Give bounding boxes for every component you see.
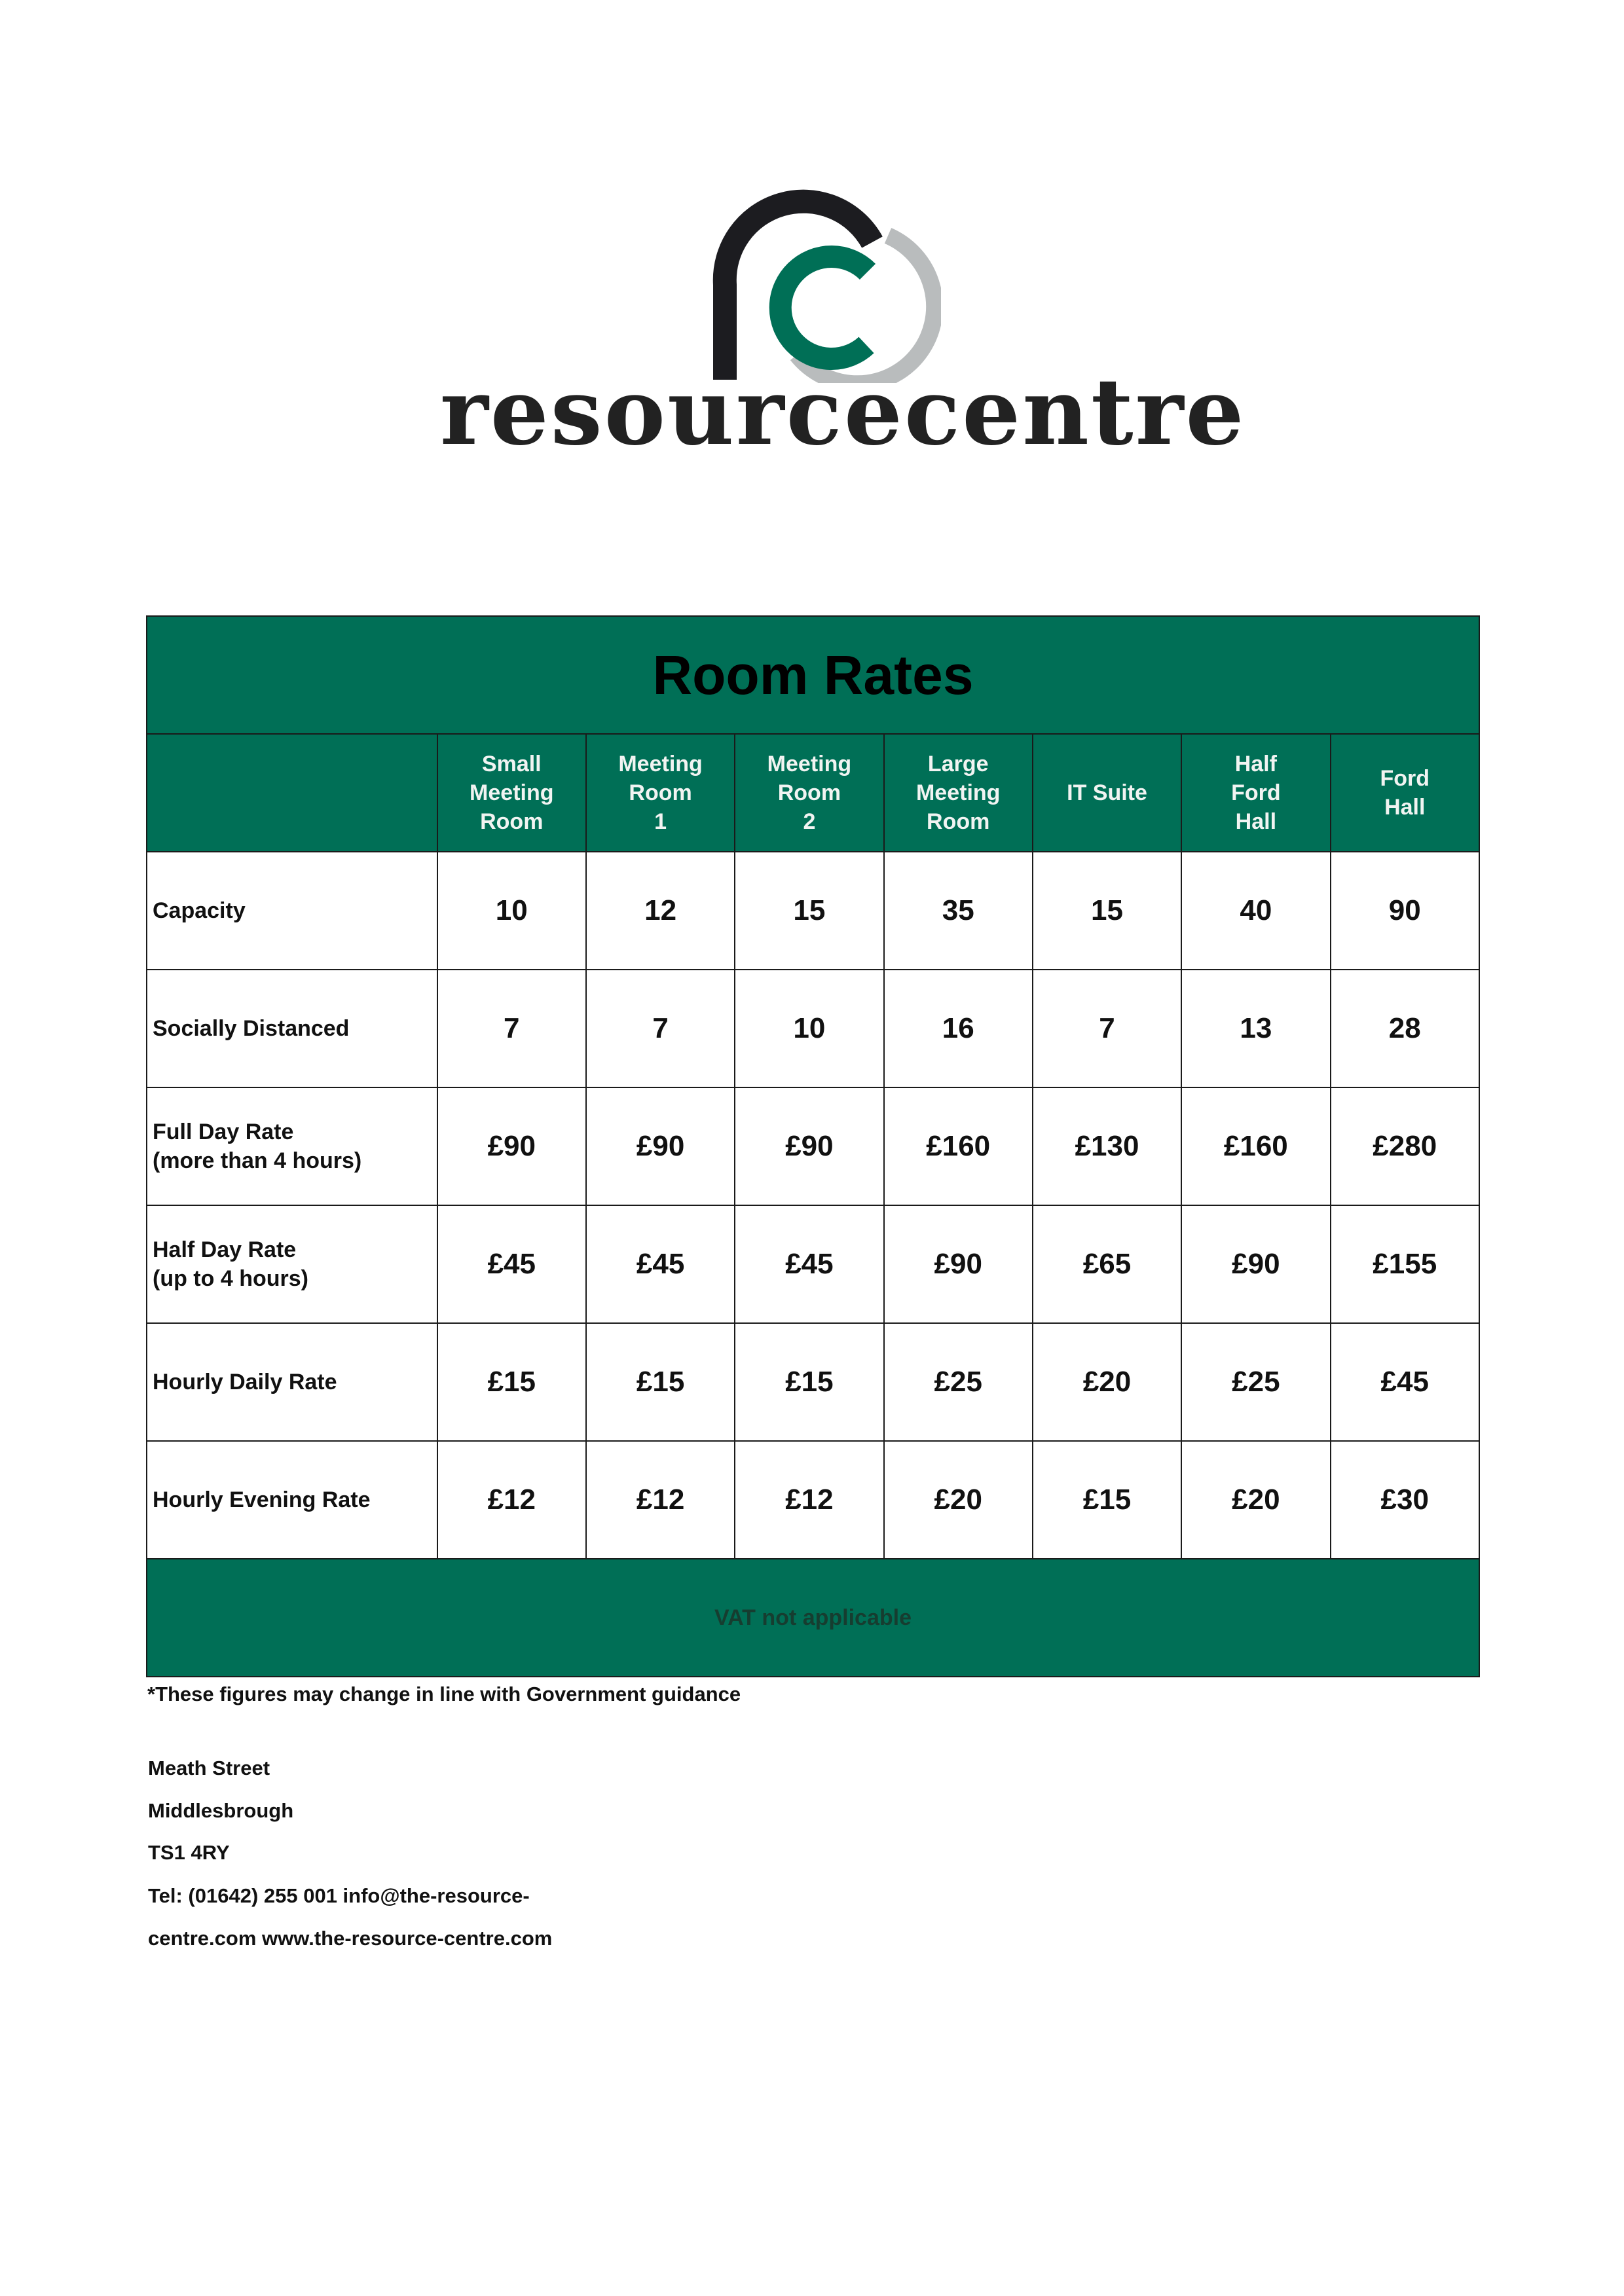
table-title: Room Rates bbox=[147, 616, 1479, 734]
table-cell: £12 bbox=[735, 1441, 883, 1559]
column-header-line: Large bbox=[927, 752, 989, 776]
table-cell: 90 bbox=[1331, 852, 1480, 970]
table-cell: 15 bbox=[1033, 852, 1181, 970]
row-label-line: Capacity bbox=[153, 898, 246, 923]
table-row bbox=[147, 970, 1479, 1087]
column-header-line: Room bbox=[629, 780, 692, 805]
table-row bbox=[147, 852, 1479, 970]
table-cell: £25 bbox=[1181, 1323, 1330, 1441]
table-cell: 10 bbox=[437, 852, 586, 970]
table-cell: 7 bbox=[586, 970, 735, 1087]
column-header-line: Room bbox=[927, 809, 990, 834]
row-label-line: Half Day Rate bbox=[153, 1237, 297, 1262]
table-cell: £45 bbox=[735, 1205, 883, 1323]
column-header-line: IT Suite bbox=[1067, 780, 1147, 805]
column-header-line: Room bbox=[480, 809, 544, 834]
table-cell: 35 bbox=[884, 852, 1033, 970]
address-line: centre.com www.the-resource-centre.com bbox=[148, 1927, 553, 1950]
row-label-line: Full Day Rate bbox=[153, 1120, 294, 1144]
row-label bbox=[147, 1087, 437, 1205]
column-header bbox=[735, 734, 883, 852]
row-label bbox=[147, 1323, 437, 1441]
column-header-line: Hall bbox=[1384, 795, 1426, 820]
address-line: Middlesbrough bbox=[148, 1799, 294, 1822]
table-cell: 16 bbox=[884, 970, 1033, 1087]
table-cell: £30 bbox=[1331, 1441, 1480, 1559]
address-line: Meath Street bbox=[148, 1757, 270, 1779]
table-cell: £90 bbox=[884, 1205, 1033, 1323]
table-cell: £45 bbox=[437, 1205, 586, 1323]
table-row bbox=[147, 1087, 1479, 1205]
table-cell: £65 bbox=[1033, 1205, 1181, 1323]
row-label bbox=[147, 1205, 437, 1323]
logo-wordmark: resourcecentre bbox=[440, 359, 1246, 466]
table-cell: £12 bbox=[586, 1441, 735, 1559]
table-cell: £25 bbox=[884, 1323, 1033, 1441]
table-cell: £15 bbox=[586, 1323, 735, 1441]
table-row bbox=[147, 1441, 1479, 1559]
table-row bbox=[147, 1205, 1479, 1323]
table-cell: £45 bbox=[1331, 1323, 1480, 1441]
row-label-line: Socially Distanced bbox=[153, 1016, 350, 1041]
table-cell: 40 bbox=[1181, 852, 1330, 970]
table-title-row bbox=[147, 616, 1479, 734]
logo bbox=[440, 177, 1246, 478]
column-header-line: Ford bbox=[1380, 766, 1430, 791]
table-cell: 7 bbox=[1033, 970, 1181, 1087]
table-cell: £90 bbox=[586, 1087, 735, 1205]
column-header bbox=[884, 734, 1033, 852]
address-line: TS1 4RY bbox=[148, 1841, 230, 1864]
column-header-line: Meeting bbox=[767, 752, 852, 776]
table-cell: £160 bbox=[884, 1087, 1033, 1205]
row-label-line: Hourly Daily Rate bbox=[153, 1370, 337, 1394]
table-cell: 7 bbox=[437, 970, 586, 1087]
table-cell: £90 bbox=[437, 1087, 586, 1205]
column-header-line: 2 bbox=[803, 809, 816, 834]
row-label bbox=[147, 1441, 437, 1559]
column-header bbox=[1331, 734, 1480, 852]
table-cell: £12 bbox=[437, 1441, 586, 1559]
room-rates-table bbox=[146, 615, 1480, 1677]
row-label bbox=[147, 852, 437, 970]
table-cell: £160 bbox=[1181, 1087, 1330, 1205]
table-cell: 13 bbox=[1181, 970, 1330, 1087]
table-cell: £15 bbox=[735, 1323, 883, 1441]
column-header-line: Hall bbox=[1235, 809, 1277, 834]
column-header-line: Meeting bbox=[470, 780, 554, 805]
table-cell: 12 bbox=[586, 852, 735, 970]
table-cell: £20 bbox=[884, 1441, 1033, 1559]
row-label-line: (up to 4 hours) bbox=[153, 1266, 308, 1291]
column-header bbox=[1181, 734, 1330, 852]
column-header bbox=[1033, 734, 1181, 852]
row-label-line: (more than 4 hours) bbox=[153, 1148, 362, 1173]
table-cell: £15 bbox=[437, 1323, 586, 1441]
table-cell: 28 bbox=[1331, 970, 1480, 1087]
table-cell: £20 bbox=[1181, 1441, 1330, 1559]
table-footer-row bbox=[147, 1559, 1479, 1677]
table-cell: 10 bbox=[735, 970, 883, 1087]
table-cell: £20 bbox=[1033, 1323, 1181, 1441]
table-cell: £280 bbox=[1331, 1087, 1480, 1205]
column-header-line: Small bbox=[481, 752, 542, 776]
table-cell: £90 bbox=[1181, 1205, 1330, 1323]
table-header-row bbox=[147, 734, 1479, 852]
column-header-line: 1 bbox=[654, 809, 667, 834]
table-cell: 15 bbox=[735, 852, 883, 970]
column-header-line: Room bbox=[777, 780, 841, 805]
column-header-line: Meeting bbox=[618, 752, 703, 776]
table-cell: £90 bbox=[735, 1087, 883, 1205]
table-cell: £155 bbox=[1331, 1205, 1480, 1323]
vat-note: VAT not applicable bbox=[147, 1559, 1479, 1677]
guidance-note: *These figures may change in line with Government guidance bbox=[147, 1683, 741, 1705]
column-header-line: Ford bbox=[1231, 780, 1281, 805]
table-row bbox=[147, 1323, 1479, 1441]
row-label-line: Hourly Evening Rate bbox=[153, 1487, 371, 1512]
address-line: Tel: (01642) 255 001 info@the-resource- bbox=[148, 1884, 530, 1907]
header-corner-cell bbox=[147, 734, 437, 852]
table-cell: £130 bbox=[1033, 1087, 1181, 1205]
column-header-line: Meeting bbox=[915, 780, 1001, 805]
table-cell: £45 bbox=[586, 1205, 735, 1323]
column-header bbox=[437, 734, 586, 852]
row-label bbox=[147, 970, 437, 1087]
column-header-line: Half bbox=[1234, 752, 1277, 776]
column-header bbox=[586, 734, 735, 852]
rc-monogram-icon bbox=[705, 187, 941, 383]
table-cell: £15 bbox=[1033, 1441, 1181, 1559]
